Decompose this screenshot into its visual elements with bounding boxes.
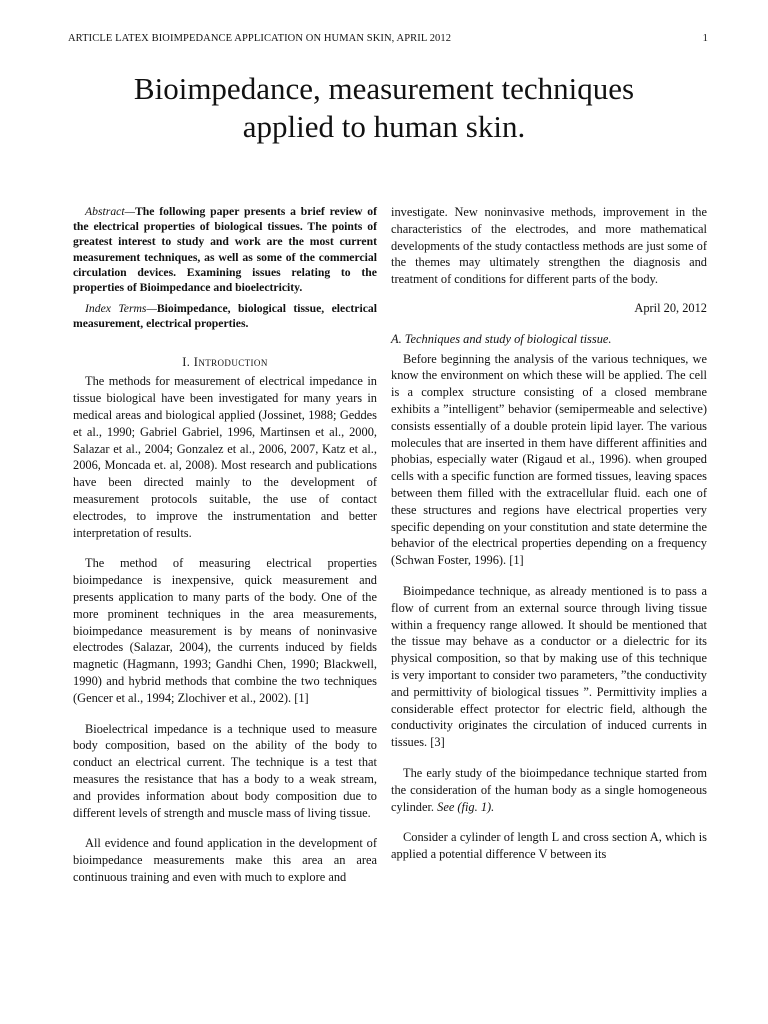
subsection-heading: A. Techniques and study of biological tissue. <box>391 331 612 346</box>
left-column <box>73 204 377 886</box>
section-title: Introduction <box>193 354 268 369</box>
abstract-label: Abstract— <box>85 205 135 218</box>
techniques-paragraph-4: Consider a cylinder of length L and cross section A, which is applied a potential difference V between its <box>391 830 707 862</box>
running-header <box>68 33 708 49</box>
index-terms-label: Index Terms— <box>85 302 157 316</box>
page-number: 1 <box>702 33 708 44</box>
intro-paragraph-4: All evidence and found application in the development of bioimpedance measurements make this area an area continuous training and even with much to explore and <box>73 836 377 884</box>
techniques-paragraph-3-text: The early study of the bioimpedance technique started from the consideration of the human body as a single homogeneous cylinder. <box>391 765 707 814</box>
intro-paragraph-2: The method of measuring electrical properties bioimpedance is inexpensive, quick measurement and presents application to many parts of the body. One of the more prominent techniques in the area measurements, bioimpedance measurement is by means of noninvasive electrodes (Salazar, 2004), the currents induced by fields magnetic (Hagmann, 1993; Gandhi Chen, 1990; Blackwell, 1990) and hybrid methods that combine the two techniques (Gencer et al., 1994; Zlochiver et al., 2002). [1] <box>73 556 377 705</box>
index-terms-text: Bioimpedance, biological tissue, electrical measurement, electrical properties. <box>73 302 377 331</box>
abstract <box>73 204 377 295</box>
running-title: ARTICLE LATEX BIOIMPEDANCE APPLICATION ON HUMAN SKIN, APRIL 2012 <box>68 33 452 44</box>
techniques-paragraph-2: Bioimpedance technique, as already mentioned is to pass a flow of current from an external source through living tissue within a frequency range allowed. It should be mentioned that the tissue may behave as a conductor or a dielectric for its physical composition, so that by making use of this technique is very important to consider two parameters, ”the conductivity and permittivity of biological tissues ”. Permittivity implies a considerable effect protector for electric field, although the conductivity originates the circulation of induced currents in tissues. [3] <box>391 583 707 750</box>
abstract-text: The following paper presents a brief review of the electrical properties of biological tissues. The points of greatest interest to study and work are the most current measurement techniques, as well as some of the commercial circulation devices. Examining issues relating to the properties of Bioimpedance and bioelectricity. <box>73 205 377 295</box>
intro-paragraph-1: The methods for measurement of electrical impedance in tissue biological have been investigated for many years in medical areas and biological applied (Jossinet, 1988; Geddes et al., 1990; Gabriel Gabriel, 1996, Martinsen et al., 2000, Salazar et al., 2004; Gonzalez et al., 2006, 2007, Katz et al., 2006, Moncada et. al, 2008). Most research and publications have been directed mainly to the development of measurement protocols suitable, the use of contact electrodes, to improve the instrumentation and better interpretation of results. <box>73 374 377 540</box>
intro-paragraph-3: Bioelectrical impedance is a technique used to measure body composition, based on the ability of the body to conduct an electrical current. The technique is a test that measures the resistance that has a body to a weak stream, and provides information about body composition due to different levels of strength and muscle mass of living tissue. <box>73 721 377 820</box>
paper-title <box>0 70 768 146</box>
section-number: I. <box>182 354 194 369</box>
techniques-paragraph-3 <box>391 765 707 815</box>
techniques-paragraph-1: Before beginning the analysis of the various techniques, we know the environment on which these will be applied. The cell is a complex structure consisting of a closed membrane exhibits a ”intelligent” behavior (semipermeable and selective) consists essentially of a double protein lipid layer. The various molecules that are inserted in them have different affinities and phobias, especially water (Rigaud et al., 1996). when grouped cells with a specific function are formed tissues, leaving spaces between them filled with the extracellular fluid. each one of these structures and regions have electrical properties very specific depending on your constitution and state determine the behavior of the electrical properties depending on a frequency (Schwan Foster, 1996). [1] <box>391 351 707 568</box>
index-terms <box>73 301 377 331</box>
intro-continuation: investigate. New noninvasive methods, improvement in the characteristics of the electrodes, and more mathematical developments of the study contactless methods are just some of the themes may ultimately strengthen the diagnosis and treatment of conditions for different parts of the body. <box>391 205 707 287</box>
section-heading-introduction <box>73 354 377 371</box>
article-date: April 20, 2012 <box>634 300 707 315</box>
right-column <box>391 204 707 863</box>
paper-title-line-2: applied to human skin. <box>242 109 526 144</box>
paper-title-line-1: Bioimpedance, measurement techniques <box>133 71 635 106</box>
figure-reference: See (fig. 1). <box>437 799 495 814</box>
